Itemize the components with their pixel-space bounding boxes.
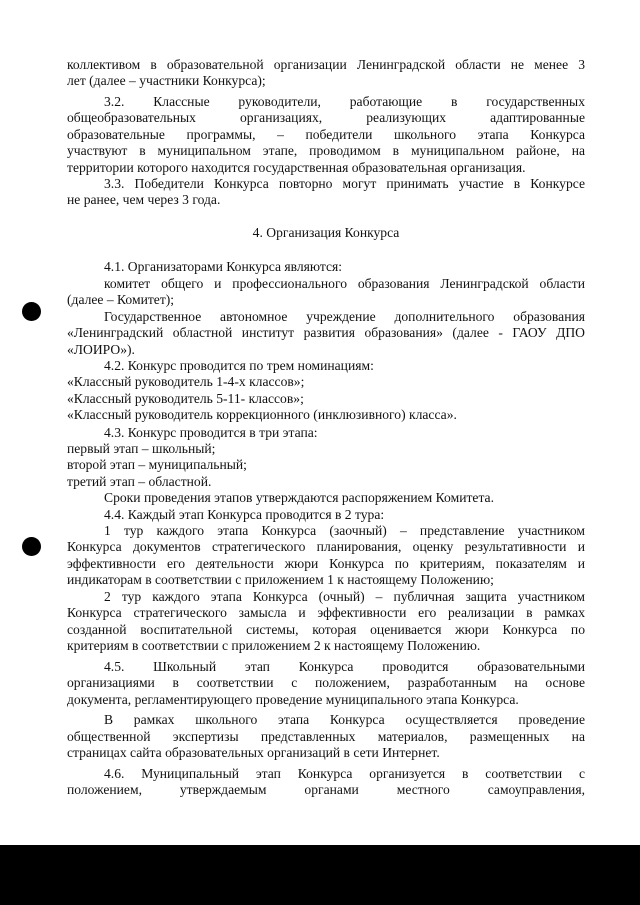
- text-line: общеобразовательных организациях, реализующих адаптированные: [67, 110, 585, 125]
- text-line: 3.2. Классные руководители, работающие в государственных: [104, 94, 585, 109]
- text-line: положением, утверждаемым органами местного самоуправления,: [67, 782, 585, 797]
- text-line: первый этап – школьный;: [67, 441, 216, 456]
- punch-hole-mark: [22, 537, 41, 556]
- text-line: образовательные программы, – победители школьного этапа Конкурса: [67, 127, 585, 142]
- text-line: третий этап – областной.: [67, 474, 212, 489]
- section-heading: 4. Организация Конкурса: [252, 225, 400, 240]
- text-line: лет (далее – участники Конкурса);: [67, 73, 266, 88]
- text-line: Сроки проведения этапов утверждаются распоряжением Комитета.: [104, 490, 494, 505]
- text-line: 4.2. Конкурс проводится по трем номинациям:: [104, 358, 374, 373]
- text-line: участвуют в муниципальном этапе, проводимом в муниципальном районе, на: [67, 143, 585, 158]
- text-line: организациями в соответствии с положением, разработанным на основе: [67, 675, 585, 690]
- scan-bottom-edge: [0, 845, 640, 905]
- text-line: не ранее, чем через 3 года.: [67, 192, 221, 207]
- text-line: индикаторам в соответствии с приложением 1 к настоящему Положению;: [67, 572, 494, 587]
- text-line: «Классный руководитель 1-4-х классов»;: [67, 374, 305, 389]
- text-line: 4.5. Школьный этап Конкурса проводится образовательными: [104, 659, 585, 674]
- text-line: 3.3. Победители Конкурса повторно могут принимать участие в Конкурсе: [104, 176, 585, 191]
- text-line: 4.3. Конкурс проводится в три этапа:: [104, 425, 318, 440]
- text-line: (далее – Комитет);: [67, 292, 175, 307]
- text-line: эффективности его деятельности жюри Конкурса по критериям, показателям и: [67, 556, 585, 571]
- text-line: В рамках школьного этапа Конкурса осуществляется проведение: [104, 712, 585, 727]
- text-line: комитет общего и профессионального образования Ленинградской области: [104, 276, 585, 291]
- text-line: Конкурса документов стратегического планирования, оценку результативности и: [67, 539, 585, 554]
- text-line: «Классный руководитель 5-11- классов»;: [67, 391, 304, 406]
- text-line: «Классный руководитель коррекционного (инклюзивного) класса».: [67, 407, 457, 422]
- text-line: второй этап – муниципальный;: [67, 457, 247, 472]
- text-line: созданной воспитательной системы, которая оценивается жюри Конкурса по: [67, 622, 585, 637]
- text-line: «Ленинградский областной институт развития образования» (далее - ГАОУ ДПО: [67, 325, 585, 340]
- punch-hole-mark: [22, 302, 41, 321]
- text-line: Конкурса стратегического замысла и эффективности его реализации в рамках: [67, 605, 585, 620]
- text-line: документа, регламентирующего проведение муниципального этапа Конкурса.: [67, 692, 519, 707]
- text-line: общественной экспертизы представленных материалов, размещенных на: [67, 729, 585, 744]
- text-line: 4.6. Муниципальный этап Конкурса организуется в соответствии с: [104, 766, 585, 781]
- text-line: Государственное автономное учреждение дополнительного образования: [104, 309, 585, 324]
- text-line: 4.4. Каждый этап Конкурса проводится в 2 тура:: [104, 507, 385, 522]
- text-line: страницах сайта образовательных организаций в сети Интернет.: [67, 745, 440, 760]
- text-line: коллективом в образовательной организации Ленинградской области не менее 3: [67, 57, 585, 72]
- text-line: 4.1. Организаторами Конкурса являются:: [104, 259, 343, 274]
- text-line: 1 тур каждого этапа Конкурса (заочный) – представление участником: [104, 523, 585, 538]
- text-line: 2 тур каждого этапа Конкурса (очный) – публичная защита участником: [104, 589, 585, 604]
- text-line: «ЛОИРО»).: [67, 342, 135, 357]
- text-line: территории которого находится государственная образовательная организация.: [67, 160, 526, 175]
- text-line: критериям в соответствии с приложением 2 к настоящему Положению.: [67, 638, 481, 653]
